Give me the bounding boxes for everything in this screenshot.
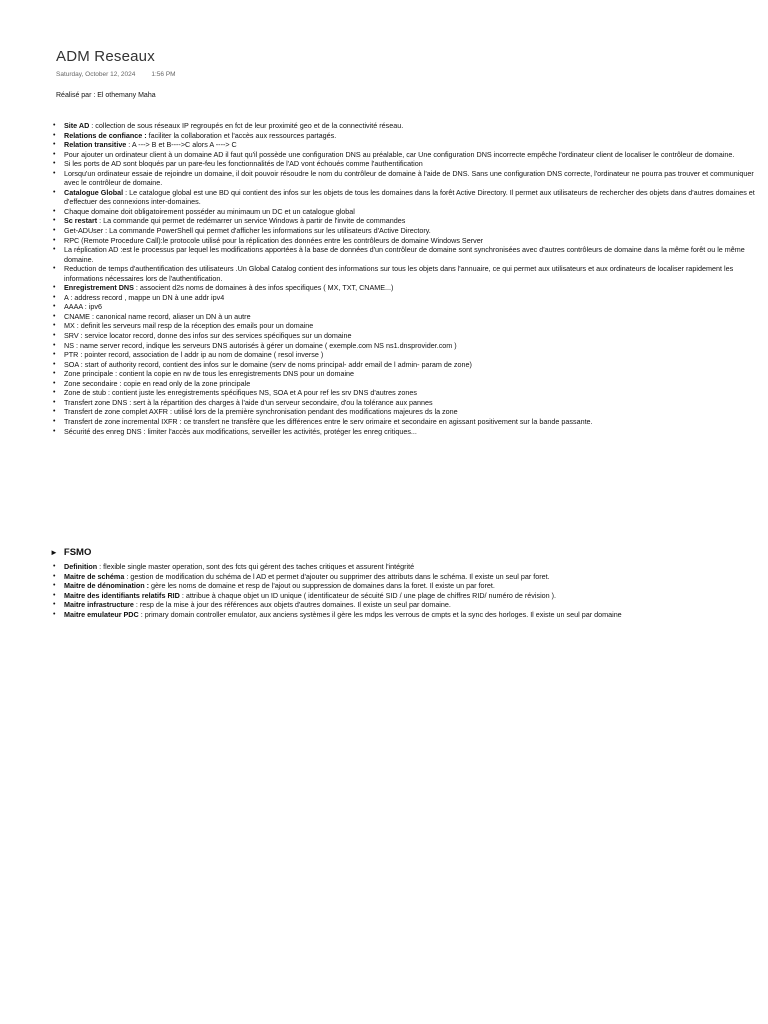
list-item-text: Transfert de zone incremental IXFR : ce transfert ne transfère que les différences entre le serv orimaire et secondaire en agissant positivement sur la bande passante.	[64, 416, 593, 426]
list-item-text: La réplication AD :est le processus par lequel les modifications apportées à la base de données d'un contrôleur de domaine sont synchronisées avec d'autres contrôleurs de domaine dans la même forêt ou le même domaine.	[64, 245, 745, 264]
list-item	[52, 600, 762, 610]
list-item-text: Zone secondaire : copie en read only de la zone principale	[64, 378, 251, 388]
list-item-text: NS : name server record, indique les serveurs DNS autorisés à gérer un domaine ( exemple.com NS ns1.dnsprovider.com )	[64, 340, 457, 350]
list-item-text: : Le catalogue global est une BD qui contient des infos sur les objets de tous les domaines dans la forêt Active Directory. Il permet aux utilisateurs de rechercher des objets dans d'autres domaines et d'effectuer des connexions inter-domaines.	[64, 187, 755, 207]
list-item	[52, 331, 762, 341]
list-item	[52, 360, 762, 370]
list-item	[52, 591, 762, 601]
list-item-term: Maitre de dénomination :	[64, 581, 150, 591]
list-item-term: Definition	[64, 562, 98, 571]
list-item-text: Chaque domaine doit obligatoirement posséder au minimaum un DC et un catalogue global	[64, 206, 355, 216]
list-item-term: Catalogue Global	[64, 187, 124, 197]
list-item-text: faciliter la collaboration et l'accès aux ressources partagés.	[146, 130, 337, 140]
list-item-text: : gestion de modification du schéma de l AD et permet d'ajouter ou supprimer des attributs dans le schéma. Il existe un seul par foret.	[124, 571, 550, 581]
list-item-text: AAAA : ipv6	[64, 302, 102, 312]
list-item-text: PTR : pointer record, association de l addr ip au nom de domaine ( resol inverse )	[64, 350, 324, 360]
list-item-text: : A ---> B et B---->C alors A ----> C	[126, 140, 237, 150]
list-item-text: MX : definit les serveurs mail resp de la réception des emails pour un domaine	[64, 321, 314, 331]
page-title: ADM Reseaux	[56, 48, 155, 65]
fsmo-list	[52, 562, 762, 619]
list-item-text: : associent d2s noms de domaines à des infos specifiques ( MX, TXT, CNAME...)	[133, 283, 394, 293]
triangle-right-icon: ►	[50, 548, 58, 557]
list-item-term: Maitre infrastructure	[64, 600, 134, 610]
list-item-text: : resp de la mise à jour des références aux objets d'autres domaines. Il existe un seul par domaine.	[133, 600, 451, 610]
list-item	[52, 140, 762, 150]
list-item	[52, 341, 762, 351]
list-item	[52, 407, 762, 417]
page-time: 1:56 PM	[151, 71, 176, 78]
fsmo-heading	[50, 547, 91, 558]
list-item	[52, 216, 762, 226]
list-item-term: Maitre emulateur PDC	[64, 609, 139, 619]
list-item	[52, 150, 762, 160]
list-item	[52, 121, 762, 131]
page-timestamp	[56, 71, 176, 78]
list-item-text: : collection de sous réseaux IP regroupés en fct de leur proximité geo et de la connectivité réseau.	[89, 121, 404, 130]
list-item-text: Transfert zone DNS : sert à la répartition des charges à l'aide d'un serveur secondaire, d'ou la tolérance aux pannes	[64, 397, 433, 407]
list-item	[52, 264, 762, 283]
list-item	[52, 417, 762, 427]
list-item	[52, 398, 762, 408]
list-item-text: Sécurité des enreg DNS : limiter l'accès aux modifications, serveiller les activités, protéger les enreg critiques...	[64, 426, 417, 436]
list-item	[52, 293, 762, 303]
list-item-text: : La commande qui permet de redémarrer un service Windows à partir de l'invite de commandes	[97, 216, 406, 226]
list-item	[52, 169, 762, 188]
list-item-text: Transfert de zone complet AXFR : utilisé lors de la première synchronisation pendant des modifications majeures ds la zone	[64, 407, 458, 417]
list-item	[52, 369, 762, 379]
list-item	[52, 207, 762, 217]
list-item-text: RPC (Remote Procedure Call):le protocole utilisé pour la réplication des données entre les contrôleurs de domaine Windows Server	[64, 235, 484, 245]
fsmo-heading-label: FSMO	[63, 547, 92, 558]
list-item-text: SRV : service locator record, donne des infos sur des services spécifiques sur un domaine	[64, 331, 352, 341]
list-item-text: Zone de stub : contient juste les enregistrements spécifiques NS, SOA et A pour ref les srv DNS d'autres zones	[64, 388, 417, 398]
list-item	[52, 388, 762, 398]
list-item	[52, 226, 762, 236]
list-item-term: Maitre de schéma	[64, 571, 125, 581]
list-item-text: Lorsqu'un ordinateur essaie de rejoindre un domaine, il doit pouvoir résoudre le nom du contrôleur de domaine à l'aide de DNS. Sans une configuration DNS correcte, l'ordinateur ne pourra pas trouver et communiquer avec le contrôleur de domaine.	[64, 168, 754, 188]
list-item-term: Site AD	[64, 121, 90, 130]
list-item-term: Maitre des identifiants relatifs RID	[64, 590, 180, 600]
list-item	[52, 283, 762, 293]
list-item	[52, 302, 762, 312]
list-item	[52, 188, 762, 207]
list-item-term: Enregistrement DNS	[64, 283, 134, 293]
list-item	[52, 427, 762, 437]
list-item-text: CNAME : canonical name record, aliaser un DN à un autre	[64, 311, 251, 321]
list-item-term: Sc restart	[64, 216, 98, 226]
list-item-text: Get-ADUser : La commande PowerShell qui permet d'afficher les informations sur les utilisateurs d'Active Directory.	[64, 226, 431, 236]
list-item-text: Reduction de temps d'authentification des utilisateurs .Un Global Catalog contient des informations sur tous les objets dans l'annuaire, ce qui permet aux utilisateurs et aux ordinateurs de localiser rapidement les informations nécessaires lors de l'authentification.	[64, 264, 734, 283]
author-line: Réalisé par : El othemany Maha	[56, 92, 156, 99]
list-item-text: : attribue à chaque objet un ID unique ( identificateur de sécuité SID / une plage de chiffres RID/ numéro de révision ).	[179, 590, 557, 600]
list-item	[52, 312, 762, 322]
list-item	[52, 379, 762, 389]
list-item-text: : flexible single master operation, sont des fcts qui gérent des taches critiques et assurent l'intégrité	[97, 562, 415, 571]
list-item	[52, 350, 762, 360]
list-item-text: Zone principale : contient la copie en rw de tous les enregistrements DNS pour un domaine	[64, 369, 355, 379]
list-item-text: Si les ports de AD sont bloqués par un pare-feu les fonctionnalités de l'AD vont échoués comme l'authentification	[64, 159, 423, 169]
list-item	[52, 562, 762, 572]
list-item-term: Relations de confiance :	[64, 130, 147, 140]
page-date: Saturday, October 12, 2024	[56, 71, 136, 78]
list-item-text: SOA : start of authority record, contient des infos sur le domaine (serv de noms principal- addr email de l admin- param de zone)	[64, 359, 472, 369]
list-item-text: A : address record , mappe un DN à une addr ipv4	[64, 292, 225, 302]
list-item	[52, 245, 762, 264]
list-item	[52, 610, 762, 620]
list-item-text: Pour ajouter un ordinateur client à un domaine AD il faut qu'il possède une configuration DNS au préalable, car Une configuration DNS incorrecte empêche l'ordinateur client de localiser le contrôleur de domaine.	[64, 149, 735, 159]
list-item	[52, 159, 762, 169]
list-item-text: : primary domain controller emulator, aux anciens systèmes il gère les mdps les verrous de cmpts et la sync des horloges. Il existe un seul par domaine	[138, 609, 622, 619]
list-item	[52, 572, 762, 582]
list-item	[52, 581, 762, 591]
list-item-text: gère les noms de domaine et resp de l'ajout ou suppression de domaines dans la foret. Il existe un par foret.	[149, 581, 495, 591]
list-item	[52, 131, 762, 141]
list-item	[52, 321, 762, 331]
list-item	[52, 236, 762, 246]
notes-list	[52, 121, 762, 436]
list-item-term: Relation transitive	[64, 140, 127, 150]
